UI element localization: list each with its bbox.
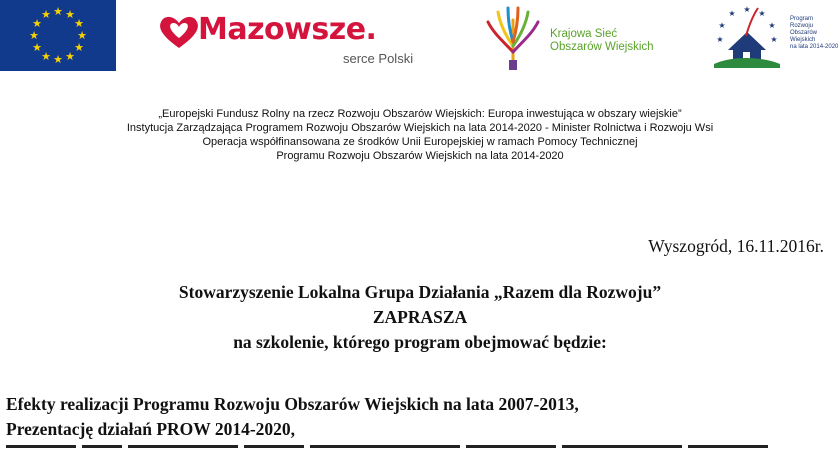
prow-line: Obszarów: [790, 30, 818, 36]
svg-text:★: ★: [32, 17, 42, 30]
invite-subheading: na szkolenie, którego program obejmować będzie:: [233, 332, 607, 352]
mazowsze-logo: [158, 10, 443, 72]
svg-text:★: ★: [65, 50, 75, 63]
svg-text:★: ★: [32, 41, 42, 54]
program-item: Prezentację działań PROW 2014-2020,: [6, 419, 296, 439]
svg-text:★: ★: [74, 41, 84, 54]
eu-stars-icon: [0, 0, 116, 71]
mazowsze-subtitle: serce Polski: [343, 51, 414, 66]
ksow-logo: [480, 2, 680, 72]
ksow-line2: Obszarów Wiejskich: [550, 41, 654, 53]
funding-line-1: „Europejski Fundusz Rolny na rzecz Rozwoju Obszarów Wiejskich: Europa inwestująca w obszary wiejskie”: [158, 108, 682, 120]
mazowsze-wordmark: Mazowsze.: [198, 12, 377, 47]
place-date: Wyszogród, 16.11.2016r.: [648, 236, 824, 256]
funding-line-4: Programu Rozwoju Obszarów Wiejskich na lata 2014-2020: [276, 150, 564, 162]
svg-text:★: ★: [743, 5, 751, 14]
program-list: [6, 392, 579, 442]
prow-line: Program: [790, 16, 814, 22]
prow-emblem-icon: [706, 2, 788, 70]
invitation-title: [0, 280, 840, 355]
svg-text:★: ★: [770, 35, 778, 44]
svg-text:★: ★: [758, 9, 766, 18]
svg-text:★: ★: [716, 35, 724, 44]
eu-flag-logo: [0, 0, 116, 71]
organizer-line: Stowarzyszenie Lokalna Grupa Działania „Razem dla Rozwoju”: [178, 282, 662, 302]
prow-line: Wiejskich: [790, 37, 816, 43]
svg-text:★: ★: [29, 29, 39, 42]
prow-line: Rozwoju: [790, 23, 814, 29]
heart-icon: [158, 14, 200, 50]
svg-text:★: ★: [53, 5, 63, 18]
svg-text:★: ★: [53, 53, 63, 66]
logo-bar: [0, 0, 840, 76]
ksow-tree-icon: [480, 2, 546, 72]
program-item: Efekty realizacji Programu Rozwoju Obszarów Wiejskich na lata 2007-2013,: [6, 394, 579, 414]
svg-text:★: ★: [768, 21, 776, 30]
svg-text:★: ★: [728, 9, 736, 18]
invite-heading: ZAPRASZA: [372, 307, 468, 327]
ksow-line1: Krajowa Sieć: [550, 28, 618, 40]
prow-logo: [706, 2, 840, 72]
svg-text:★: ★: [41, 8, 51, 21]
svg-text:★: ★: [74, 17, 84, 30]
funding-line-2: Instytucja Zarządzająca Programem Rozwoju Obszarów Wiejskich na lata 2014-2020 - Minister Rolnictwa i Rozwoju Wsi: [126, 122, 714, 134]
svg-text:★: ★: [65, 8, 75, 21]
funding-line-3: Operacja współfinansowana ze środków Unii Europejskiej w ramach Pomocy Technicznej: [202, 136, 638, 148]
svg-text:★: ★: [77, 29, 87, 42]
funding-notice: [0, 107, 840, 163]
svg-text:★: ★: [718, 21, 726, 30]
cut-off-text-line: [6, 445, 836, 457]
prow-line: na lata 2014-2020: [790, 44, 839, 50]
svg-text:★: ★: [41, 50, 51, 63]
